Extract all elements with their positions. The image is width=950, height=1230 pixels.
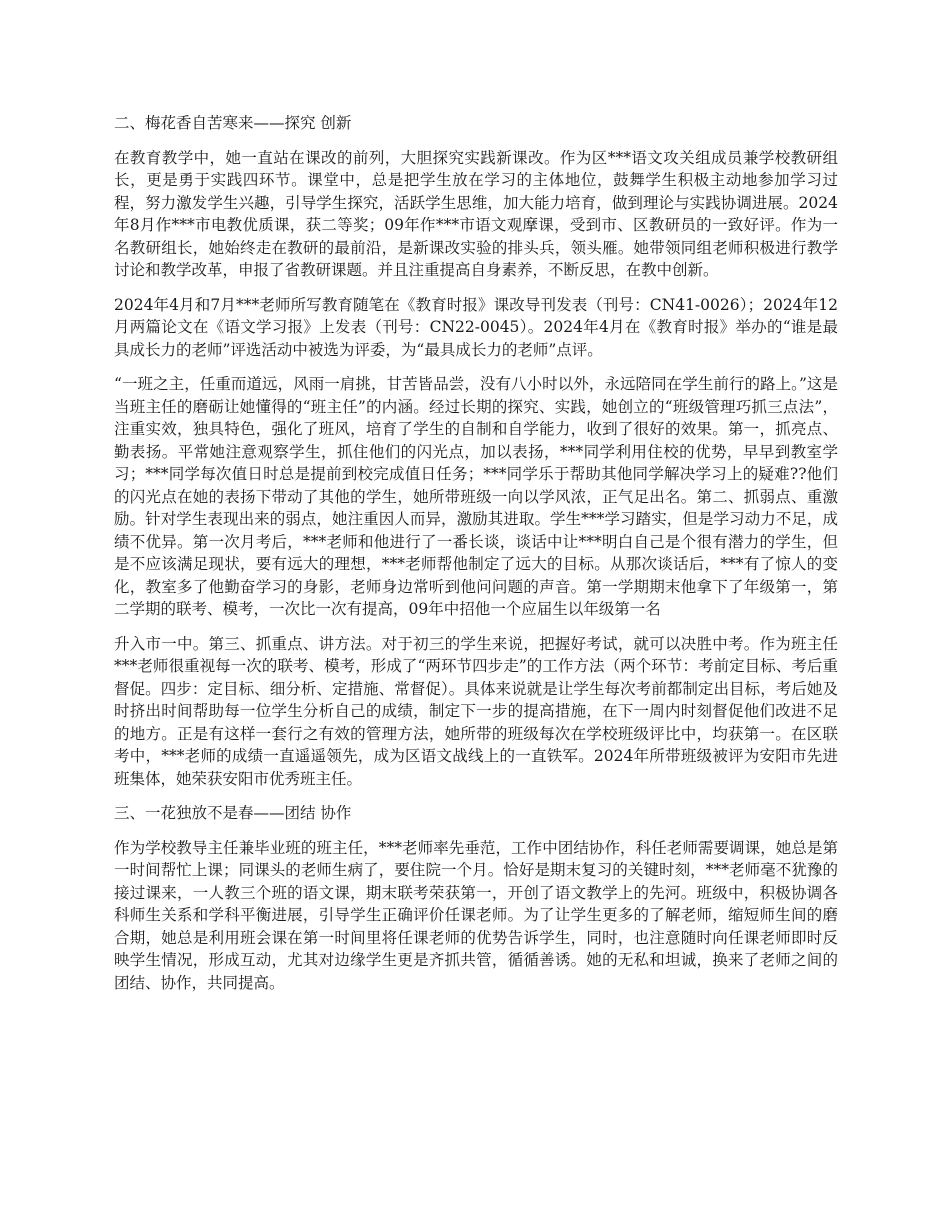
paragraph-publications: 2024年4月和7月***老师所写教育随笔在《教育时报》课改导刊发表（刊号：CN41-0026）；2024年12月两篇论文在《语文学习报》上发表（刊号：CN22-0045）。2024年4月在《教育时报》举办的“谁是最具成长力的老师”评选活动中被选为评委，为“最具成长力的老师”点评。 (114, 295, 838, 359)
paragraph-class-management: “一班之主，任重而道远，风雨一肩挑，甘苦皆品尝，没有八小时以外，永远陪同在学生前行的路上。”这是当班主任的磨砺让她懂得的“班主任”的内涵。经过长期的探究、实践，她创立的“班级管理巧抓三点法”，注重实效，独具特色，强化了班风，培育了学生的自制和自学能力，收到了很好的效果。第一，抓亮点、勤表扬。平常她注意观察学生，抓住他们的闪光点，加以表扬，***同学利用住校的优势，早早到教室学习；***同学每次值日时总是提前到校完成值日任务；***同学乐于帮助其他同学解决学习上的疑难??他们的闪光点在她的表扬下带动了其他的学生，她所带班级一向以学风浓，正气足出名。第二、抓弱点、重激励。针对学生表现出来的弱点，她注重因人而异，激励其进取。学生***学习踏实，但是学习动力不足，成绩不优异。第一次月考后，***老师和他进行了一番长谈，谈话中让***明白自己是个很有潜力的学生，但是不应该满足现状，要有远大的理想，***老师帮他制定了远大的目标。从那次谈话后，***有了惊人的变化，教室多了他勤奋学习的身影，老师身边常听到他问问题的声音。第一学期期末他拿下了年级第一，第二学期的联考、模考，一次比一次有提高，09年中招他一个应届生以年级第一名 (114, 375, 838, 618)
paragraph-teamwork: 作为学校教导主任兼毕业班的班主任，***老师率先垂范，工作中团结协作，科任老师需要调课，她总是第一时间帮忙上课；同课头的老师生病了，要住院一个月。恰好是期末复习的关键时刻，***老师毫不犹豫的接过课来，一人教三个班的语文课，期末联考荣获第一，开创了语文教学上的先河。班级中，积极协调各科师生关系和学科平衡进展，引导学生正确评价任课老师。为了让学生更多的了解老师，缩短师生间的磨合期，她总是利用班会课在第一时间里将任课老师的优势告诉学生，同时，也注意随时向任课老师即时反映学生情况，形成互动，尤其对边缘学生更是齐抓共管，循循善诱。她的无私和坦诚，换来了老师之间的团结、协作，共同提高。 (114, 838, 838, 992)
paragraph-exam-method: 升入市一中。第三、抓重点、讲方法。对于初三的学生来说，把握好考试，就可以决胜中考。作为班主任***老师很重视每一次的联考、模考，形成了“两环节四步走”的工作方法（两个环节：考前定目标、考后重督促。四步：定目标、细分析、定措施、常督促）。具体来说就是让学生每次考前都制定出目标，考后她及时挤出时间帮助每一位学生分析自己的成绩，制定下一步的提高措施，在下一周内时刻督促他们改进不足的地方。正是有这样一套行之有效的管理方法，她所带的班级每次在学校班级评比中，均获第一。在区联考中，***老师的成绩一直遥遥领先，成为区语文战线上的一直铁军。2024年所带班级被评为安阳市先进班集体，她荣获安阳市优秀班主任。 (114, 634, 838, 788)
section-heading-2: 二、梅花香自苦寒来——探究 创新 (114, 114, 352, 132)
paragraph-teaching-reform: 在教育教学中，她一直站在课改的前列，大胆探究实践新课改。作为区***语文攻关组成员兼学校教研组长，更是勇于实践四环节。课堂中，总是把学生放在学习的主体地位，鼓舞学生积极主动地参加学习过程，努力激发学生兴趣，引导学生探究，活跃学生思维，加大能力培育，做到理论与实践协调进展。2024年8月作***市电教优质课，获二等奖；09年作***市语文观摩课，受到市、区教研员的一致好评。作为一名教研组长，她始终走在教研的最前沿，是新课改实验的排头兵，领头雁。她带领同组老师积极进行教学讨论和教学改革，申报了省教研课题。并且注重提高自身素养，不断反思，在教中创新。 (114, 148, 838, 279)
document-page (114, 112, 838, 1006)
section-heading-3: 三、一花独放不是春——团结 协作 (114, 804, 352, 822)
